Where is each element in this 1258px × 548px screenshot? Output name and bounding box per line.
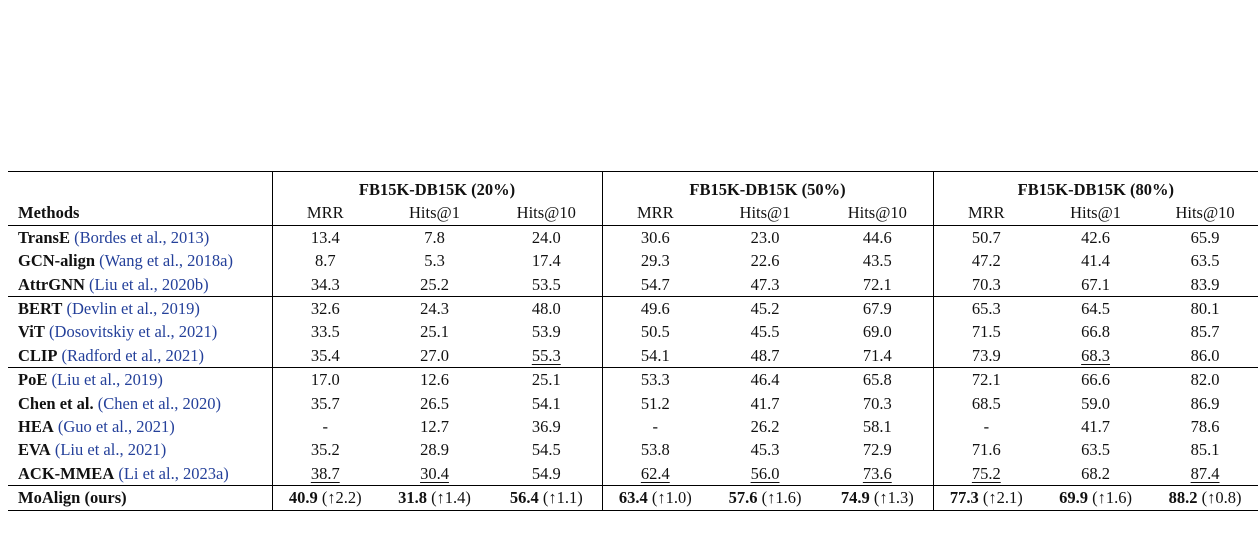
citation: (Devlin et al., 2019) <box>66 299 200 319</box>
value-cell <box>491 486 602 510</box>
value-cell <box>1152 368 1258 392</box>
value-cell <box>1039 486 1152 510</box>
value-cell <box>933 320 1039 343</box>
value-cell <box>491 368 602 392</box>
value-cell <box>491 438 602 461</box>
table-row <box>8 225 1258 249</box>
cell-value: 54.5 <box>531 440 561 460</box>
cell-value: 17.4 <box>531 251 561 271</box>
value-cell <box>933 249 1039 272</box>
cell-value: 54.7 <box>640 274 670 294</box>
improvement-delta: (↑1.4) <box>431 488 471 508</box>
cell-value: 70.3 <box>862 393 892 413</box>
cell-value: 45.3 <box>750 440 780 460</box>
results-table <box>8 171 1258 511</box>
value-cell <box>1039 273 1152 297</box>
value-cell <box>378 225 491 249</box>
value-cell <box>708 273 822 297</box>
value-cell <box>602 320 708 343</box>
value-cell <box>933 415 1039 438</box>
value-cell <box>1039 225 1152 249</box>
value-cell <box>822 368 933 392</box>
method-name-cell <box>8 344 272 368</box>
value-cell <box>272 249 378 272</box>
cell-value: 67.1 <box>1081 274 1110 294</box>
citation: (Bordes et al., 2013) <box>74 227 210 247</box>
value-cell <box>378 249 491 272</box>
cell-value: 42.6 <box>1081 227 1110 247</box>
value-cell <box>708 486 822 510</box>
cell-value: 35.4 <box>310 345 340 365</box>
metric-header: Hits@1 <box>708 201 822 225</box>
value-cell <box>822 415 933 438</box>
improvement-delta: (↑2.2) <box>321 488 362 508</box>
cell-value: 24.3 <box>420 299 449 319</box>
value-cell <box>378 297 491 321</box>
cell-value: 66.6 <box>1081 370 1110 390</box>
cell-value: 28.9 <box>420 440 449 460</box>
cell-value: 47.2 <box>971 251 1001 271</box>
table-row <box>8 297 1258 321</box>
value-cell <box>1039 320 1152 343</box>
cell-value: 13.4 <box>310 227 340 247</box>
method-name: TransE <box>18 227 70 247</box>
cell-value: 25.1 <box>531 370 561 390</box>
cell-value: 34.3 <box>310 274 340 294</box>
improvement-delta: (↑2.1) <box>982 488 1023 508</box>
method-name-cell <box>8 462 272 486</box>
table-body <box>8 225 1258 510</box>
cell-value: 67.9 <box>862 299 892 319</box>
cell-value: 48.0 <box>531 299 561 319</box>
value-cell <box>1152 486 1258 510</box>
cell-value: 41.4 <box>1081 251 1110 271</box>
cell-value: 75.2 <box>971 463 1001 483</box>
metric-header: Hits@10 <box>1152 201 1258 225</box>
citation: (Liu et al., 2020b) <box>89 274 209 294</box>
value-cell <box>1039 392 1152 415</box>
cell-value: - <box>322 417 328 437</box>
value-cell <box>602 392 708 415</box>
method-name-cell <box>8 225 272 249</box>
cell-value: 54.9 <box>531 463 561 483</box>
cell-value: 78.6 <box>1190 417 1220 437</box>
value-cell <box>822 462 933 486</box>
cell-value: 27.0 <box>420 345 449 365</box>
value-cell <box>272 438 378 461</box>
cell-value: 63.5 <box>1190 251 1220 271</box>
cell-value: 85.1 <box>1190 440 1220 460</box>
value-cell <box>708 344 822 368</box>
table-row <box>8 273 1258 297</box>
cell-value: 86.0 <box>1190 345 1220 365</box>
value-cell <box>378 368 491 392</box>
citation: (Liu et al., 2021) <box>54 440 167 460</box>
cell-value: 65.8 <box>862 370 892 390</box>
value-cell <box>272 486 378 510</box>
cell-value: 12.7 <box>420 417 449 437</box>
cell-value: 69.0 <box>862 322 892 342</box>
cell-value: 64.5 <box>1081 299 1110 319</box>
value-cell <box>933 392 1039 415</box>
cell-value: 56.4 <box>509 488 539 508</box>
cell-value: 72.1 <box>862 274 892 294</box>
cell-value: 17.0 <box>310 370 340 390</box>
method-name-cell <box>8 392 272 415</box>
value-cell <box>1039 438 1152 461</box>
cell-value: 30.6 <box>640 227 670 247</box>
value-cell <box>1039 297 1152 321</box>
method-name: PoE <box>18 370 48 390</box>
value-cell <box>491 344 602 368</box>
cell-value: 88.2 <box>1168 488 1198 508</box>
value-cell <box>933 225 1039 249</box>
cell-value: 35.7 <box>310 393 340 413</box>
cell-value: 71.4 <box>862 345 892 365</box>
cell-value: 29.3 <box>640 251 670 271</box>
value-cell <box>1152 392 1258 415</box>
value-cell <box>1039 415 1152 438</box>
value-cell <box>272 392 378 415</box>
value-cell <box>708 415 822 438</box>
cell-value: 57.6 <box>728 488 758 508</box>
cell-value: 62.4 <box>640 463 670 483</box>
cell-value: 53.8 <box>640 440 670 460</box>
value-cell <box>822 297 933 321</box>
value-cell <box>708 297 822 321</box>
cell-value: 41.7 <box>750 393 780 413</box>
value-cell <box>602 462 708 486</box>
cell-value: 68.5 <box>971 393 1001 413</box>
table-row <box>8 249 1258 272</box>
cell-value: 50.5 <box>640 322 670 342</box>
cell-value: 36.9 <box>531 417 561 437</box>
citation: (Wang et al., 2018a) <box>99 251 233 271</box>
cell-value: 63.4 <box>618 488 648 508</box>
method-name-cell <box>8 320 272 343</box>
value-cell <box>491 392 602 415</box>
cell-value: 45.2 <box>750 299 780 319</box>
cell-value: 25.2 <box>420 274 449 294</box>
value-cell <box>272 297 378 321</box>
cell-value: 54.1 <box>640 345 670 365</box>
cell-value: 69.9 <box>1059 488 1088 508</box>
value-cell <box>708 320 822 343</box>
value-cell <box>491 415 602 438</box>
group-header-row <box>8 172 1258 202</box>
metric-header: Hits@1 <box>1039 201 1152 225</box>
cell-value: 58.1 <box>862 417 892 437</box>
value-cell <box>1152 344 1258 368</box>
value-cell <box>378 486 491 510</box>
improvement-delta: (↑1.1) <box>542 488 583 508</box>
cell-value: 83.9 <box>1190 274 1220 294</box>
value-cell <box>602 415 708 438</box>
method-name: ViT <box>18 322 45 342</box>
metric-header: MRR <box>933 201 1039 225</box>
value-cell <box>822 486 933 510</box>
value-cell <box>933 438 1039 461</box>
cell-value: 7.8 <box>424 227 445 247</box>
value-cell <box>602 438 708 461</box>
value-cell <box>708 225 822 249</box>
value-cell <box>933 297 1039 321</box>
citation: (Guo et al., 2021) <box>57 417 175 437</box>
cell-value: 47.3 <box>750 274 780 294</box>
value-cell <box>272 344 378 368</box>
cell-value: 86.9 <box>1190 393 1220 413</box>
value-cell <box>602 344 708 368</box>
cell-value: 72.1 <box>971 370 1001 390</box>
cell-value: 44.6 <box>862 227 892 247</box>
value-cell <box>1152 462 1258 486</box>
cell-value: - <box>983 417 990 437</box>
value-cell <box>272 368 378 392</box>
metric-header: Hits@10 <box>491 201 602 225</box>
cell-value: 43.5 <box>862 251 892 271</box>
value-cell <box>602 486 708 510</box>
method-name-cell <box>8 438 272 461</box>
value-cell <box>1039 249 1152 272</box>
cell-value: 73.6 <box>862 463 892 483</box>
table-row <box>8 344 1258 368</box>
table-row <box>8 415 1258 438</box>
cell-value: 22.6 <box>750 251 780 271</box>
value-cell <box>1152 297 1258 321</box>
value-cell <box>933 368 1039 392</box>
improvement-delta: (↑1.6) <box>761 488 802 508</box>
value-cell <box>272 462 378 486</box>
group-header: FB15K-DB15K (50%) <box>602 172 933 202</box>
value-cell <box>1039 462 1152 486</box>
value-cell <box>1039 368 1152 392</box>
cell-value: 26.5 <box>420 393 449 413</box>
improvement-delta: (↑1.3) <box>873 488 914 508</box>
value-cell <box>602 368 708 392</box>
cell-value: 70.3 <box>971 274 1001 294</box>
cell-value: 73.9 <box>971 345 1001 365</box>
value-cell <box>1152 249 1258 272</box>
methods-header: Methods <box>8 201 272 225</box>
method-name-cell <box>8 273 272 297</box>
value-cell <box>708 392 822 415</box>
cell-value: 26.2 <box>750 417 780 437</box>
citation: (Chen et al., 2020) <box>97 393 222 413</box>
value-cell <box>491 320 602 343</box>
table-row <box>8 392 1258 415</box>
value-cell <box>1152 273 1258 297</box>
value-cell <box>822 438 933 461</box>
cell-value: 65.9 <box>1190 227 1220 247</box>
cell-value: 71.6 <box>971 440 1001 460</box>
value-cell <box>708 462 822 486</box>
table-row <box>8 320 1258 343</box>
cell-value: 74.9 <box>840 488 870 508</box>
cell-value: 31.8 <box>398 488 427 508</box>
value-cell <box>933 273 1039 297</box>
value-cell <box>378 462 491 486</box>
cell-value: 35.2 <box>310 440 340 460</box>
citation: (Liu et al., 2019) <box>51 370 163 390</box>
value-cell <box>822 344 933 368</box>
method-name: EVA <box>18 440 51 460</box>
group-header: FB15K-DB15K (20%) <box>272 172 602 202</box>
cell-value: 33.5 <box>310 322 340 342</box>
value-cell <box>602 297 708 321</box>
cell-value: 63.5 <box>1081 440 1110 460</box>
group-header: FB15K-DB15K (80%) <box>933 172 1258 202</box>
cell-value: 46.4 <box>750 370 780 390</box>
cell-value: 5.3 <box>424 251 445 271</box>
metric-header-row <box>8 201 1258 225</box>
citation: (Dosovitskiy et al., 2021) <box>49 322 218 342</box>
citation: (Li et al., 2023a) <box>118 463 229 483</box>
citation: (Radford et al., 2021) <box>61 345 205 365</box>
cell-value: 53.9 <box>531 322 561 342</box>
value-cell <box>378 273 491 297</box>
value-cell <box>491 462 602 486</box>
cell-value: 30.4 <box>420 463 449 483</box>
cell-value: 50.7 <box>971 227 1001 247</box>
cell-value: 85.7 <box>1190 322 1220 342</box>
value-cell <box>491 273 602 297</box>
cell-value: - <box>652 417 659 437</box>
value-cell <box>1152 225 1258 249</box>
value-cell <box>822 225 933 249</box>
value-cell <box>378 344 491 368</box>
value-cell <box>378 438 491 461</box>
cell-value: 68.3 <box>1081 345 1110 365</box>
cell-value: 32.6 <box>310 299 340 319</box>
cell-value: 40.9 <box>288 488 318 508</box>
value-cell <box>822 249 933 272</box>
method-name: MoAlign (ours) <box>8 486 272 510</box>
cell-value: 87.4 <box>1190 463 1220 483</box>
value-cell <box>272 225 378 249</box>
method-name: CLIP <box>18 345 58 365</box>
value-cell <box>491 297 602 321</box>
cell-value: 53.5 <box>531 274 561 294</box>
cell-value: 82.0 <box>1190 370 1220 390</box>
value-cell <box>602 273 708 297</box>
value-cell <box>491 225 602 249</box>
cell-value: 71.5 <box>971 322 1001 342</box>
cell-value: 59.0 <box>1081 393 1110 413</box>
cell-value: 68.2 <box>1081 463 1110 483</box>
method-name-cell <box>8 249 272 272</box>
cell-value: 66.8 <box>1081 322 1110 342</box>
method-name-cell <box>8 368 272 392</box>
cell-value: 54.1 <box>531 393 561 413</box>
cell-value: 53.3 <box>640 370 670 390</box>
value-cell <box>933 486 1039 510</box>
value-cell <box>708 438 822 461</box>
improvement-delta: (↑1.6) <box>1092 488 1132 508</box>
value-cell <box>708 249 822 272</box>
value-cell <box>378 415 491 438</box>
table-row <box>8 462 1258 486</box>
cell-value: 41.7 <box>1081 417 1110 437</box>
method-name: AttrGNN <box>18 274 85 294</box>
cell-value: 80.1 <box>1190 299 1220 319</box>
cell-value: 38.7 <box>310 463 340 483</box>
value-cell <box>272 273 378 297</box>
cell-value: 72.9 <box>862 440 892 460</box>
cell-value: 56.0 <box>750 463 780 483</box>
value-cell <box>272 320 378 343</box>
method-name: BERT <box>18 299 63 319</box>
method-name: Chen et al. <box>18 393 94 413</box>
value-cell <box>822 320 933 343</box>
cell-value: 25.1 <box>420 322 449 342</box>
value-cell <box>708 368 822 392</box>
method-name-cell <box>8 415 272 438</box>
table-row <box>8 368 1258 392</box>
value-cell <box>1152 415 1258 438</box>
value-cell <box>602 249 708 272</box>
metric-header: MRR <box>602 201 708 225</box>
cell-value: 24.0 <box>531 227 561 247</box>
cell-value: 45.5 <box>750 322 780 342</box>
value-cell <box>378 320 491 343</box>
table-row <box>8 438 1258 461</box>
metric-header: MRR <box>272 201 378 225</box>
value-cell <box>378 392 491 415</box>
method-name: ACK-MMEA <box>18 463 115 483</box>
value-cell <box>1152 438 1258 461</box>
improvement-delta: (↑0.8) <box>1201 488 1242 508</box>
value-cell <box>822 273 933 297</box>
ours-row <box>8 486 1258 510</box>
cell-value: 51.2 <box>640 393 670 413</box>
value-cell <box>933 344 1039 368</box>
method-name: HEA <box>18 417 54 437</box>
metric-header: Hits@1 <box>378 201 491 225</box>
value-cell <box>822 392 933 415</box>
metric-header: Hits@10 <box>822 201 933 225</box>
improvement-delta: (↑1.0) <box>651 488 692 508</box>
cell-value: 12.6 <box>420 370 449 390</box>
cell-value: 23.0 <box>750 227 780 247</box>
value-cell <box>272 415 378 438</box>
cell-value: 8.7 <box>314 251 336 271</box>
value-cell <box>1152 320 1258 343</box>
method-name-cell <box>8 297 272 321</box>
cell-value: 48.7 <box>750 345 780 365</box>
value-cell <box>491 249 602 272</box>
value-cell <box>602 225 708 249</box>
cell-value: 77.3 <box>949 488 979 508</box>
value-cell <box>1039 344 1152 368</box>
cell-value: 65.3 <box>971 299 1001 319</box>
method-name: GCN-align <box>18 251 96 271</box>
cell-value: 49.6 <box>640 299 670 319</box>
value-cell <box>933 462 1039 486</box>
cell-value: 55.3 <box>531 345 561 365</box>
